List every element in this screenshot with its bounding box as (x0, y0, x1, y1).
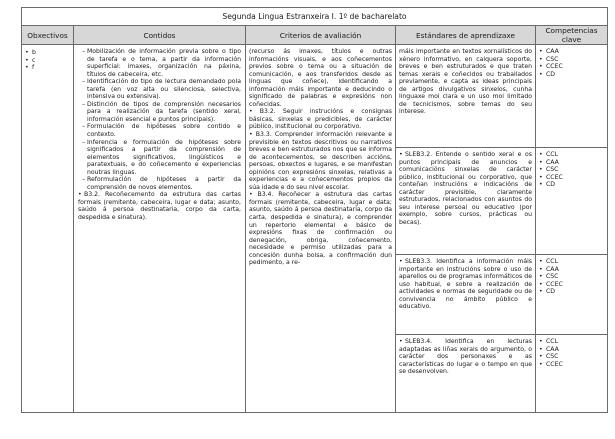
competence-item: • CSC (539, 166, 607, 174)
competence-cell (536, 255, 608, 335)
competence-item: • CD (539, 71, 607, 79)
competence-item: • CD (539, 181, 607, 189)
content-item: – Identificación do tipo de lectura demandado pola tarefa (en voz alta ou silenciosa, selectiva, intensiva ou extensiva). (74, 78, 241, 101)
competence-item: • CSC (539, 353, 607, 361)
table-row (22, 45, 608, 148)
criterion-paragraph: • B3.4. Recoñecer a estrutura das cartas formais (remitente, cabeceira, lugar e data; asunto, saúdo á persoa destinataria, corpo da carta, despedida e sinatura), e comprender un repertorio elemental e básico de expresións fixas de confirmación ou denegación, obriga, coñecemento, necesidade e permiso utilizadas para a concesión dunha bolsa, a confirmación dun pedimento, a re- (249, 191, 392, 267)
competence-cell (536, 335, 608, 413)
header-standards: Estándares de aprendizaxe (396, 26, 536, 45)
content-item: – Distinción de tipos de comprensión necesarios para a realización da tarefa (sentido xeral, información esencial e puntos principais). (74, 101, 241, 124)
standard-text: • SLEB3.4. Identifica en lecturas adaptadas as liñas xerais do argumento, o carácter dos personaxes e as características do lugar e o tempo en que se desenvolven. (399, 338, 532, 376)
curriculum-table (21, 7, 608, 413)
competence-item: • CCEC (539, 174, 607, 182)
competence-item: • CCEC (539, 63, 607, 71)
competence-cell (536, 45, 608, 148)
competence-item: • CCL (539, 258, 607, 266)
criterion-paragraph: • B3.2. Seguir instrucións e consignas básicas, sinxelas e predicibles, de carácter público, institucional ou corporativo. (249, 108, 392, 131)
standard-text: máis importante en textos xornalísticos do xénero informativo, en calquera soporte, breves e ben estruturados e que traten temas xerais e coñecidos ou traballados previamente, e capta as ideas principais de artigos divulgativos sinxelos, cunha linguaxe moi clara e un uso moi limitado de tecnicismos, sobre temas do seu interese. (399, 48, 532, 116)
competence-item: • CD (539, 288, 607, 296)
table-title-row (22, 8, 608, 26)
competence-item: • CAA (539, 346, 607, 354)
competence-item: • CAA (539, 266, 607, 274)
header-competences: Competencias clave (536, 26, 608, 45)
competence-item: • CCL (539, 151, 607, 159)
standard-cell (396, 255, 536, 335)
criteria-cell (246, 45, 396, 413)
competence-item: • CSC (539, 56, 607, 64)
standard-cell (396, 335, 536, 413)
standard-cell (396, 45, 536, 148)
competence-item: • CAA (539, 159, 607, 167)
header-contents: Contidos (74, 26, 246, 45)
content-item: – Reformulación de hipóteses a partir da comprensión de novos elementos. (74, 176, 241, 191)
standard-text: • SLEB3.2. Entende o sentido xeral e os puntos principais de anuncios e comunicacións sinxelas de carácter público, institucional ou corporativo, que conteñan instrucións e indicacións de carácter previsible, claramente estruturados, relacionados con asuntos do seu interese persoal ou educativo (por exemplo, sobre cursos, prácticas ou becas). (399, 151, 532, 226)
table-title: Segunda Lingua Estranxeira I. 1º de bacharelato (22, 8, 608, 26)
objectives-cell (22, 45, 74, 413)
competence-item: • CSC (539, 273, 607, 281)
standard-text: • SLEB3.3. Identifica a información máis importante en instrucións sobre o uso de aparellos ou de programas informáticos de uso habitual, e sobre a realización de actividades e normas de seguridade ou de convivencia no ámbito público e educativo. (399, 258, 532, 311)
curriculum-document (21, 7, 607, 411)
header-objectives: Obxectivos (22, 26, 74, 45)
content-item: – Formulación de hipóteses sobre contido e contexto. (74, 123, 241, 138)
content-item: • B3.2. Recoñecemento da estrutura das cartas formais (remitente, cabeceira, lugar e data; asunto, saúdo á persoa destinataria, corpo da carta, despedida e sinatura). (74, 191, 241, 221)
criterion-paragraph: • B3.3. Comprender información relevante e previsible en textos descritivos ou narrativos breves e ben estruturados nos que se informa de acontecementos, se describen accións, persoas, obxectos e lugares, e se manifestan opinións con expresións sinxelas, relativas a experiencias e a coñecementos propios da súa idade e do seu nivel escolar. (249, 131, 392, 191)
bullet-glyph: • (399, 258, 403, 265)
criterion-paragraph: (recurso ás imaxes, títulos e outras informacións visuais, e aos coñecementos previos sobre o tema ou a situación de comunicación, e aos transferidos desde as linguas que coñece), identificando a información máis importante e deducindo o significado de palabras e expresións non coñecidas. (249, 48, 392, 108)
header-criteria: Criterios de avaliación (246, 26, 396, 45)
bullet-glyph: • (399, 151, 403, 158)
competence-item: • CCL (539, 338, 607, 346)
bullet-glyph: • (399, 338, 403, 345)
table-header-row (22, 26, 608, 45)
content-item: – Mobilización de información previa sobre o tipo de tarefa e o tema, a partir da información superficial: imaxes, organización na páxina, títulos de cabeceira, etc. (74, 48, 241, 78)
competence-item: • CAA (539, 48, 607, 56)
competence-cell (536, 148, 608, 255)
competence-item: • CCEC (539, 361, 607, 369)
objective-item: • c (25, 57, 73, 65)
standard-cell (396, 148, 536, 255)
content-item: – Inferencia e formulación de hipóteses sobre significados a partir da comprensión de elementos significativos, lingüísticos e paratextuais, e do coñecemento e experiencias noutras linguas. (74, 139, 241, 177)
contents-cell (74, 45, 246, 413)
competence-item: • CCEC (539, 281, 607, 289)
objective-item: • b (25, 49, 73, 57)
objective-item: • f (25, 64, 73, 72)
